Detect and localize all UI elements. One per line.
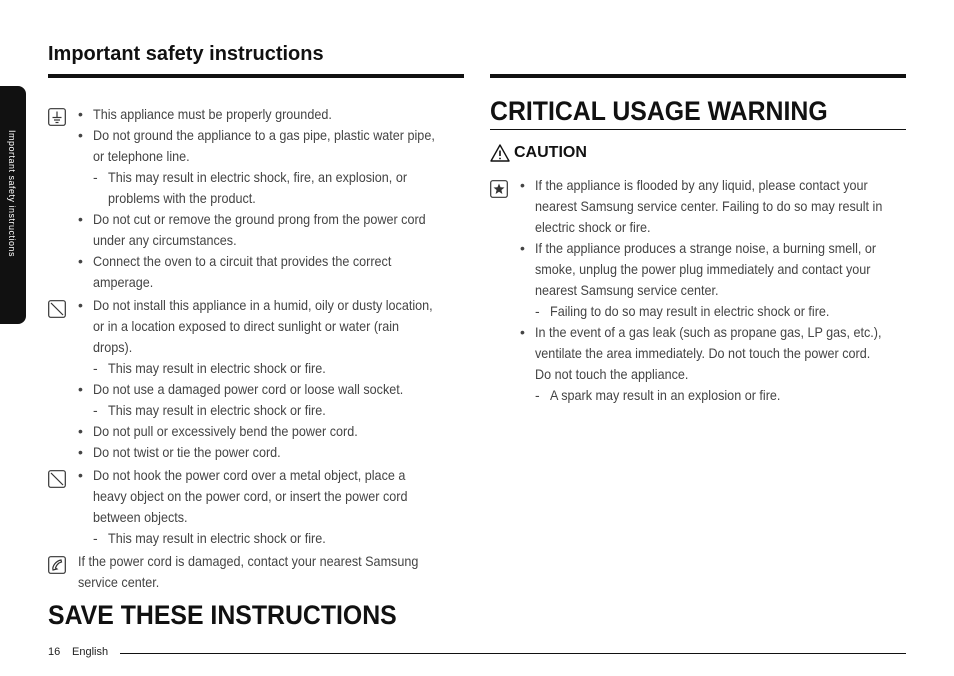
instruction-line: Do not hook the power cord over a metal object, place a <box>93 467 406 483</box>
instruction-line: nearest Samsung service center. Failing to do so may result in <box>535 198 883 214</box>
instruction-line: Do not cut or remove the ground prong from the power cord <box>93 211 426 227</box>
dash-marker: - <box>535 387 540 403</box>
bullet-marker: • <box>520 324 525 340</box>
instruction-line: nearest Samsung service center. <box>535 282 719 298</box>
page-number: 16 <box>48 646 61 658</box>
instruction-line: under any circumstances. <box>93 232 237 248</box>
instruction-line: A spark may result in an explosion or fire. <box>550 387 781 403</box>
instruction-line: Do not ground the appliance to a gas pipe, plastic water pipe, <box>93 127 435 143</box>
instruction-line: problems with the product. <box>108 190 256 206</box>
star-icon <box>490 180 508 198</box>
prohibited-icon <box>48 470 66 488</box>
instruction-line: or telephone line. <box>93 148 190 164</box>
bullet-marker: • <box>78 297 83 313</box>
instruction-line: Do not twist or tie the power cord. <box>93 444 281 460</box>
bullet-marker: • <box>78 106 83 122</box>
ground-icon <box>48 108 66 126</box>
instruction-line: This appliance must be properly grounded. <box>93 106 332 122</box>
bullet-marker: • <box>78 467 83 483</box>
bullet-marker: • <box>520 240 525 256</box>
instruction-line: If the appliance produces a strange noise, a burning smell, or <box>535 240 877 256</box>
instruction-line: drops). <box>93 339 133 355</box>
dash-marker: - <box>93 169 98 185</box>
footer-rule <box>120 653 906 654</box>
dash-marker: - <box>93 360 98 376</box>
instruction-line: electric shock or fire. <box>535 219 651 235</box>
dash-marker: - <box>535 303 540 319</box>
bullet-marker: • <box>78 444 83 460</box>
save-instructions-heading: SAVE THESE INSTRUCTIONS <box>48 600 397 630</box>
instruction-line: or in a location exposed to direct sunlight or water (rain <box>93 318 400 334</box>
instruction-line: In the event of a gas leak (such as propane gas, LP gas, etc.), <box>535 324 882 340</box>
instruction-line: Do not pull or excessively bend the power cord. <box>93 423 358 439</box>
right-top-rule <box>490 74 906 78</box>
section-title: Important safety instructions <box>48 43 324 65</box>
bullet-marker: • <box>520 177 525 193</box>
side-tab-label: Important safety instructions <box>7 130 17 258</box>
instruction-line: This may result in electric shock or fire. <box>108 360 326 376</box>
instruction-line: This may result in electric shock or fire. <box>108 402 326 418</box>
instruction-line: Failing to do so may result in electric shock or fire. <box>550 303 830 319</box>
instruction-line: If the appliance is flooded by any liquid, please contact your <box>535 177 868 193</box>
instruction-line: Connect the oven to a circuit that provides the correct <box>93 253 392 269</box>
right-heading-rule <box>490 129 906 130</box>
bullet-marker: • <box>78 381 83 397</box>
bullet-marker: • <box>78 423 83 439</box>
warning-triangle-icon <box>490 144 510 162</box>
left-top-rule <box>48 74 464 78</box>
caution-heading <box>490 144 587 162</box>
bullet-marker: • <box>78 211 83 227</box>
instruction-line: ventilate the area immediately. Do not touch the power cord. <box>535 345 871 361</box>
prohibited-icon <box>48 300 66 318</box>
instruction-line: This may result in electric shock or fire. <box>108 530 326 546</box>
bullet-marker: • <box>78 253 83 269</box>
critical-warning-heading: CRITICAL USAGE WARNING <box>490 96 828 126</box>
instruction-line: Do not install this appliance in a humid, oily or dusty location, <box>93 297 433 313</box>
instruction-line: heavy object on the power cord, or insert the power cord <box>93 488 408 504</box>
dash-marker: - <box>93 530 98 546</box>
footer-language: English <box>72 646 109 658</box>
dash-marker: - <box>93 402 98 418</box>
instruction-line: between objects. <box>93 509 188 525</box>
instruction-line: This may result in electric shock, fire, an explosion, or <box>108 169 408 185</box>
side-tab <box>0 86 26 324</box>
instruction-line: amperage. <box>93 274 154 290</box>
phone-icon <box>48 556 66 574</box>
instruction-line: If the power cord is damaged, contact your nearest Samsung <box>78 553 419 569</box>
instruction-line: smoke, unplug the power plug immediately and contact your <box>535 261 871 277</box>
instruction-line: Do not use a damaged power cord or loose wall socket. <box>93 381 404 397</box>
instruction-line: service center. <box>78 574 160 590</box>
instruction-line: Do not touch the appliance. <box>535 366 689 382</box>
caution-label: CAUTION <box>514 144 587 161</box>
bullet-marker: • <box>78 127 83 143</box>
